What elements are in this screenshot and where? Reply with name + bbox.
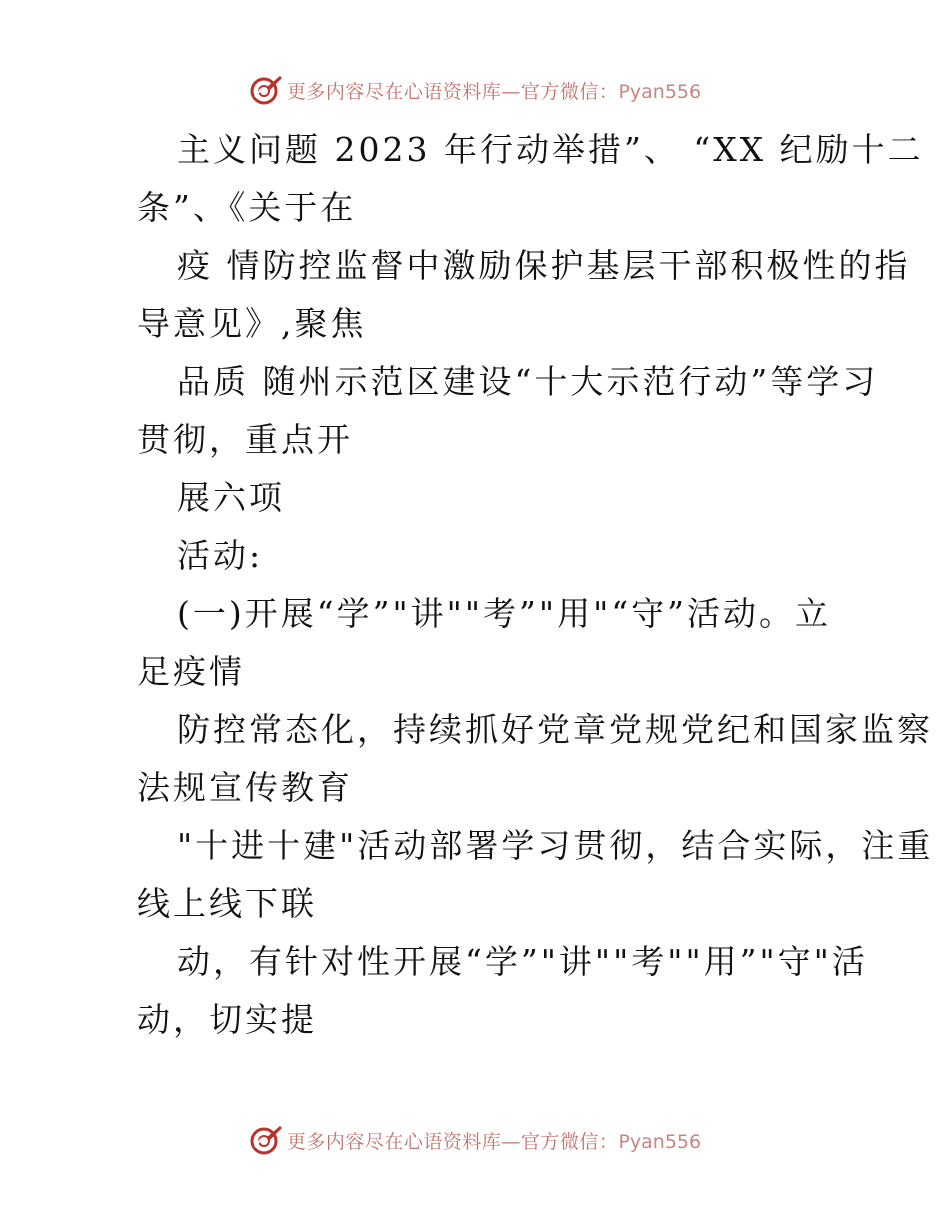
- pen-logo-icon: [249, 73, 283, 107]
- header-banner-id: Pyan556: [618, 80, 702, 103]
- paragraph-line: 疫 情防控监督中激励保护基层干部积极性的指: [177, 246, 911, 285]
- footer-banner-wechat: 官方微信：: [520, 1130, 619, 1153]
- paragraph-line: 法规宣传教育: [137, 768, 353, 807]
- paragraph-line: 动，有针对性开展“学”"讲""考""用”"守"活: [177, 942, 868, 981]
- paragraph-line: (一)开展“学”"讲""考”"用"“守”活动。立: [177, 594, 831, 633]
- paragraph-5: [97, 527, 867, 585]
- page-header-banner: [0, 70, 950, 110]
- paragraph-line: 防控常态化，持续抓好党章党规党纪和国家监察: [177, 710, 933, 749]
- paragraph-8: [97, 817, 934, 933]
- paragraph-line: 线上线下联: [137, 884, 317, 923]
- paragraph-1: [97, 121, 924, 237]
- header-banner-main: 更多内容尽在心语资料库: [286, 80, 502, 103]
- paragraph-line: 条”、《关于在: [137, 188, 357, 227]
- paragraph-line: 贯彻，重点开: [137, 420, 353, 459]
- document-body: [97, 121, 934, 1049]
- header-banner-wechat: 官方微信：: [520, 80, 619, 103]
- paragraph-3: [97, 353, 879, 469]
- header-banner-sep: —: [501, 80, 521, 103]
- header-banner-text: [287, 77, 701, 104]
- paragraph-7: [97, 701, 933, 817]
- pen-logo-icon: [249, 1123, 283, 1157]
- footer-banner-id: Pyan556: [618, 1130, 702, 1153]
- page-footer-banner: [0, 1120, 950, 1160]
- paragraph-2: [97, 237, 911, 353]
- paragraph-line: "十进十建"活动部署学习贯彻，结合实际，注重: [177, 826, 934, 865]
- paragraph-line: 足疫情: [137, 652, 245, 691]
- paragraph-6: [97, 585, 867, 701]
- paragraph-9: [97, 933, 867, 1049]
- paragraph-line: 导意见》,聚焦: [137, 304, 367, 343]
- paragraph-line: 动，切实提: [137, 1000, 317, 1039]
- footer-banner-sep: —: [501, 1130, 521, 1153]
- paragraph-line: 主义问题 2023 年行动举措”、 “XX 纪励十二: [177, 130, 924, 169]
- paragraph-line: 活动:: [177, 536, 264, 575]
- paragraph-line: 展六项: [177, 478, 285, 517]
- footer-banner-main: 更多内容尽在心语资料库: [286, 1130, 502, 1153]
- paragraph-4: [97, 469, 867, 527]
- footer-banner-text: [287, 1127, 701, 1154]
- paragraph-line: 品质 随州示范区建设“十大示范行动”等学习: [177, 362, 879, 401]
